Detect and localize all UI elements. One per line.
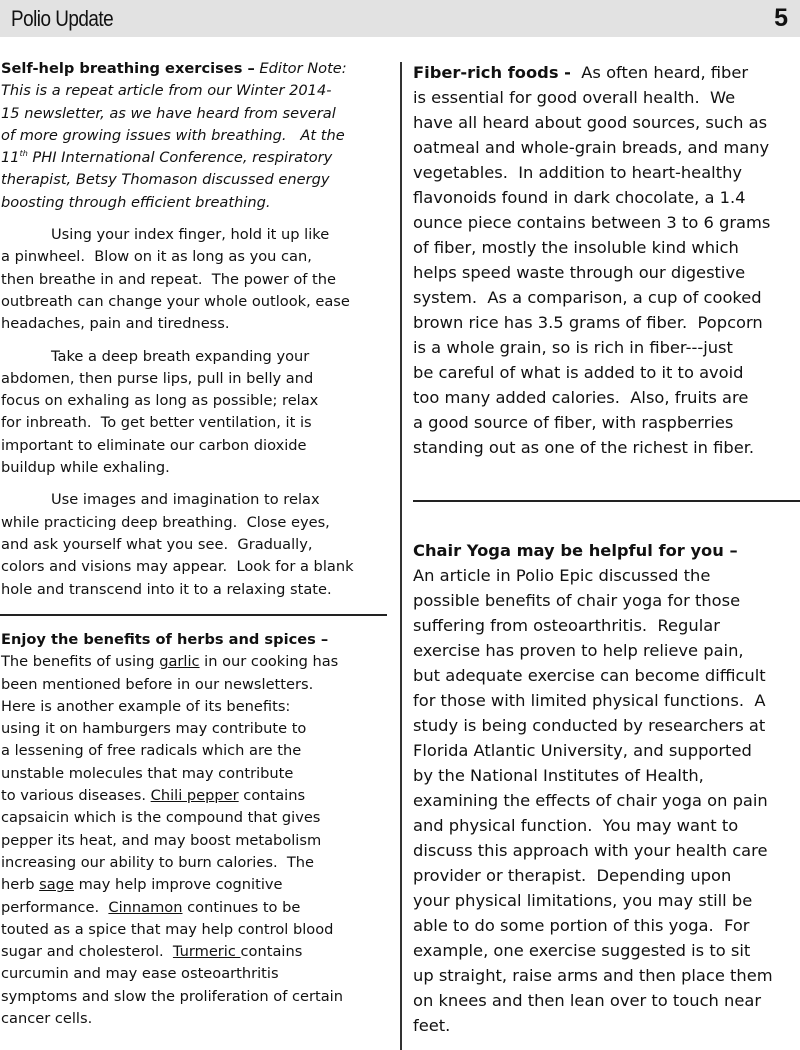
editor-note: Self-help breathing exercises – Editor Note: This is a repeat article from our Winter 2014- 15 newsletter, as we have heard from several of more growing issues with breathing. At the 11th PHI International Conference, respiratory therapist, Betsy Thomason discussed energy boosting through efficient breathing. bbox=[1, 60, 347, 211]
paragraph: Take a deep breath expanding your abdomen, then purse lips, pull in belly and focus on exhaling as long as possible; relax for inbreath. To get better ventilation, it is important to eliminate our carbon dioxide buildup while exhaling. bbox=[1, 347, 319, 477]
column-separator bbox=[400, 62, 402, 1050]
page-number: 5 bbox=[774, 4, 788, 32]
left-column-lower bbox=[1, 629, 393, 1030]
page-header bbox=[0, 0, 800, 37]
article-chair-yoga: Chair Yoga may be helpful for you – An article in Polio Epic discussed the possible benefits of chair yoga for those suffering from osteoarthritis. Regular exercise has proven to help relieve pain, but adequate exercise can become difficult for those with limited physical functions. A study is being conducted by researchers at Florida Atlantic University, and supported by the National Institutes of Health, examining the effects of chair yoga on pain and physical function. You may want to discuss this approach with your health care provider or therapist. Depending upon your physical limitations, you may still be able to do some portion of this yoga. For example, one exercise suggested is to sit up straight, raise arms and then place them on knees and then lean over to touch near feet. bbox=[413, 538, 800, 1038]
article-heading: Enjoy the benefits of herbs and spices – bbox=[1, 631, 329, 648]
right-column-lower bbox=[413, 538, 800, 1038]
turmeric-link[interactable]: Turmeric bbox=[172, 943, 241, 961]
newsletter-title: Polio Update bbox=[11, 6, 114, 31]
cinnamon-link[interactable]: Cinnamon bbox=[108, 898, 183, 916]
article-breathing-exercises bbox=[1, 58, 393, 601]
right-column bbox=[413, 60, 800, 460]
section-divider bbox=[413, 500, 800, 502]
sage-link[interactable]: sage bbox=[39, 876, 74, 894]
left-column bbox=[1, 58, 393, 601]
article-heading: Fiber-rich foods - bbox=[413, 63, 571, 82]
paragraph: Using your index finger, hold it up like a pinwheel. Blow on it as long as you can, then breathe in and repeat. The power of the outbreath can change your whole outlook, ease headaches, pain and tiredness. bbox=[1, 226, 350, 333]
chili-pepper-link[interactable]: Chili pepper bbox=[150, 787, 239, 805]
article-heading: Chair Yoga may be helpful for you – bbox=[413, 541, 738, 560]
garlic-link[interactable]: garlic bbox=[159, 653, 200, 671]
section-divider bbox=[0, 614, 387, 616]
paragraph: Use images and imagination to relax while practicing deep breathing. Close eyes, and ask yourself what you see. Gradually, colors and visions may appear. Look for a blank hole and transcend into it to a relaxing state. bbox=[1, 491, 354, 598]
article-fiber-rich-foods: Fiber-rich foods - As often heard, fiber is essential for good overall health. We have all heard about good sources, such as oatmeal and whole-grain breads, and many vegetables. In addition to heart-healthy flavonoids found in dark chocolate, a 1.4 ounce piece contains between 3 to 6 grams of fiber, mostly the insoluble kind which helps speed waste through our digestive system. As a comparison, a cup of cooked brown rice has 3.5 grams of fiber. Popcorn is a whole grain, so is rich in fiber---just be careful of what is added to it to avoid too many added calories. Also, fruits are a good source of fiber, with raspberries standing out as one of the richest in fiber. bbox=[413, 63, 771, 457]
article-heading: Self-help breathing exercises – bbox=[1, 60, 255, 77]
article-herbs-spices: Enjoy the benefits of herbs and spices – The benefits of using garlic in our cooking has been mentioned before in our newsletters. Here is another example of its benefits: using it on hamburgers may contribute to a lessening of free radicals which are the unstable molecules that may contribute to various diseases. Chili pepper contains capsaicin which is the compound that gives pepper its heat, and may boost metabolism increasing our ability to burn calories. The herb sage may help improve cognitive performance. Cinnamon continues to be touted as a spice that may help control blood sugar and cholesterol. Turmeric contains curcumin and may ease osteoarthritis symptoms and slow the proliferation of certain cancer cells. bbox=[1, 629, 393, 1030]
